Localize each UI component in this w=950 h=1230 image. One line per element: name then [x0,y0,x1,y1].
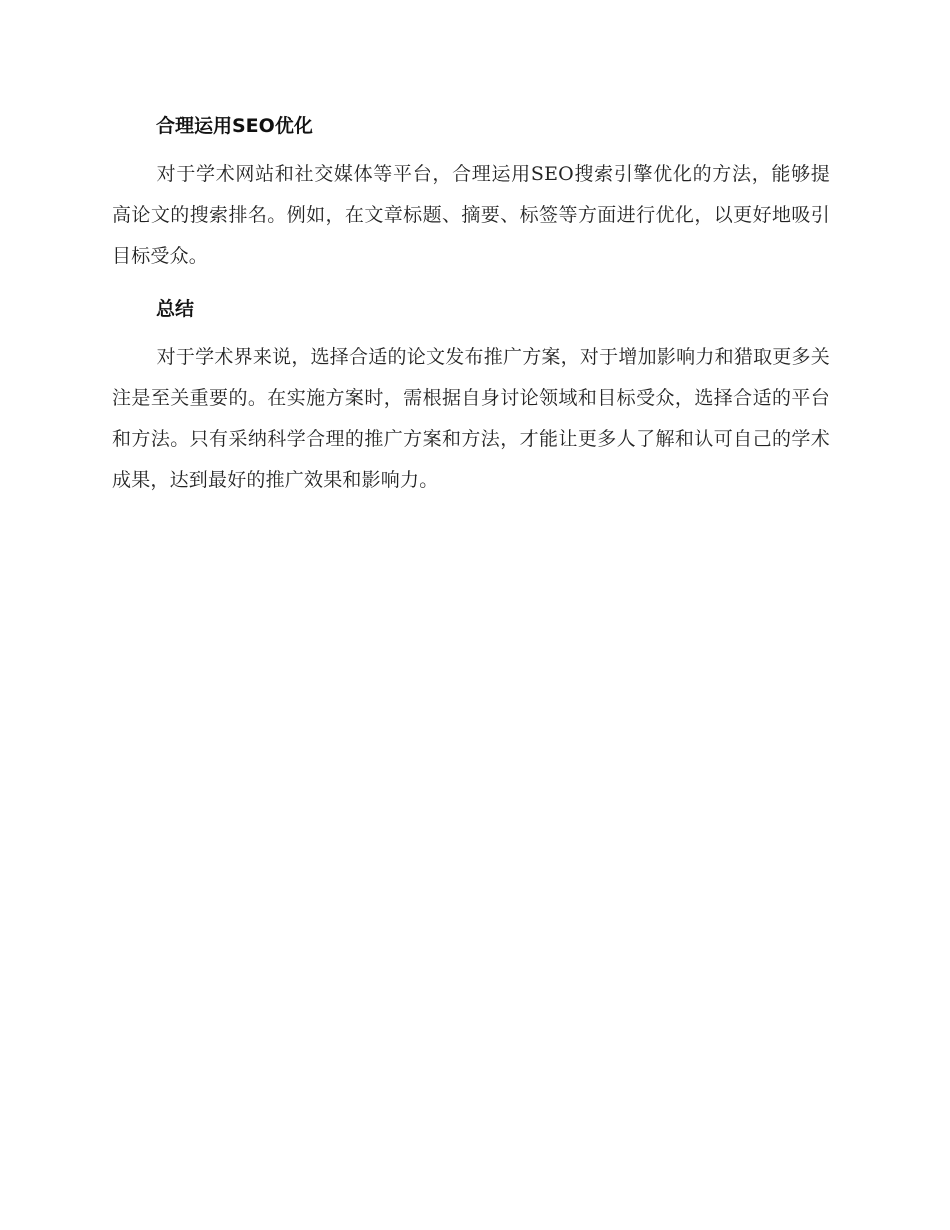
section-paragraph: 对于学术网站和社交媒体等平台，合理运用SEO搜索引擎优化的方法，能够提高论文的搜索排名。例如，在文章标题、摘要、标签等方面进行优化，以更好地吸引目标受众。 [112,163,830,267]
section-heading: 合理运用SEO优化 [156,115,313,137]
section-summary [112,293,830,501]
section-seo-optimization [112,110,830,277]
section-heading: 总结 [156,298,195,320]
section-paragraph: 对于学术界来说，选择合适的论文发布推广方案，对于增加影响力和猎取更多关注是至关重要的。在实施方案时，需根据自身讨论领域和目标受众，选择合适的平台和方法。只有采纳科学合理的推广方案和方法，才能让更多人了解和认可自己的学术成果，达到最好的推广效果和影响力。 [112,346,830,491]
